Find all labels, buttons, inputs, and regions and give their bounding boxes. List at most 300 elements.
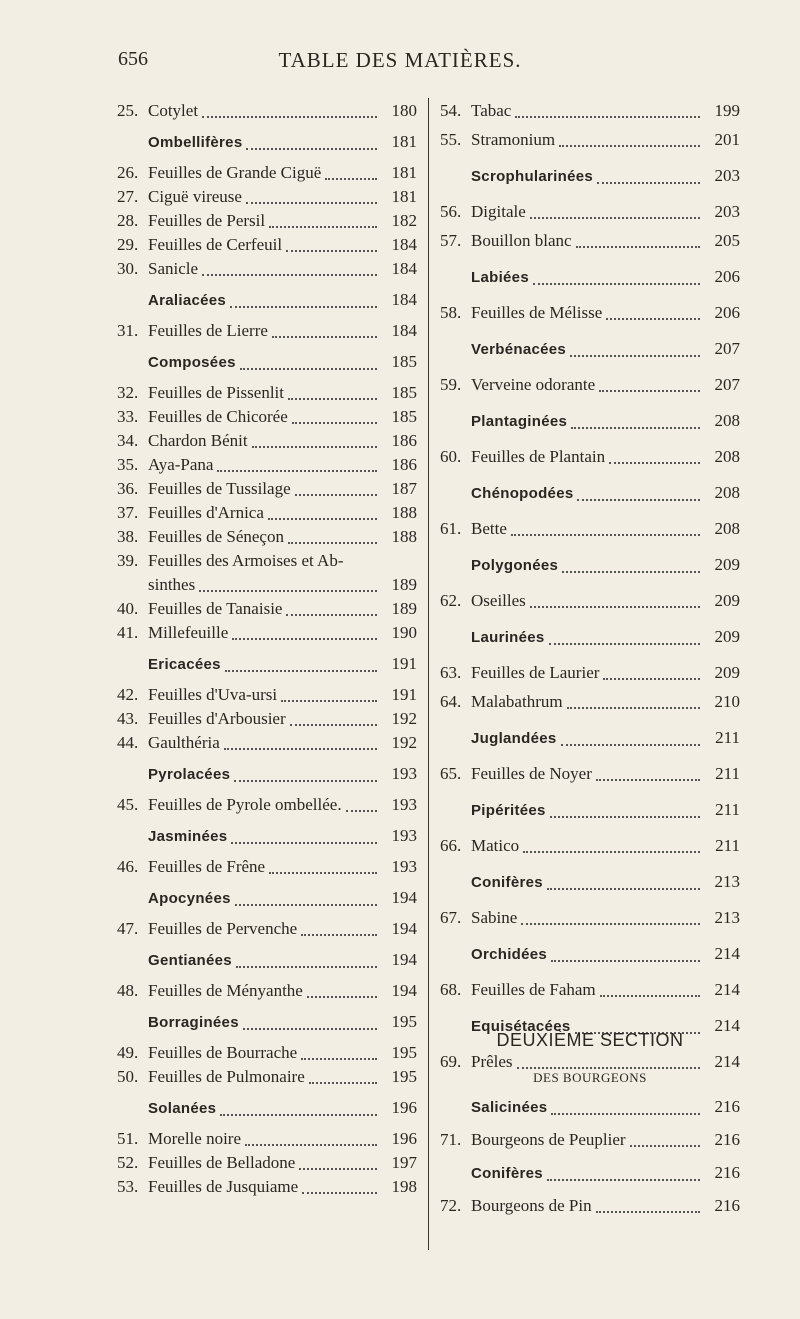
entry-number: 27. [117, 187, 139, 206]
dot-leader [600, 995, 700, 997]
entry-number: 60. [440, 447, 462, 466]
entry-page: 188 [391, 527, 417, 546]
toc-entry [440, 230, 740, 252]
entry-number: 46. [117, 857, 139, 876]
family-heading [440, 871, 740, 894]
dot-leader [609, 462, 700, 464]
dot-leader [220, 1114, 377, 1116]
entry-page: 180 [391, 101, 417, 120]
entry-page: 208 [714, 483, 740, 502]
entry-number: 57. [440, 231, 462, 250]
entry-page: 194 [391, 981, 417, 1000]
entry-title: Araliacées [148, 292, 227, 309]
family-heading [117, 949, 417, 972]
toc-entry [440, 835, 740, 857]
toc-entry [117, 622, 417, 644]
dot-leader [515, 116, 700, 118]
dot-leader [523, 851, 700, 853]
dot-leader [240, 368, 377, 370]
entry-number: 56. [440, 202, 462, 221]
entry-page: 196 [391, 1098, 417, 1117]
entry-title: Bette [471, 519, 507, 538]
entry-title: Feuilles de Chicorée [148, 407, 288, 426]
entry-title: Millefeuille [148, 623, 229, 642]
family-heading [440, 1096, 740, 1119]
toc-entry [117, 574, 417, 596]
dot-leader [571, 427, 700, 429]
family-heading [117, 1097, 417, 1120]
entry-title: Feuilles de Pissenlit [148, 383, 284, 402]
dot-leader [533, 283, 700, 285]
dot-leader [511, 534, 700, 536]
entry-page: 197 [391, 1153, 417, 1172]
entry-page: 193 [391, 826, 417, 845]
toc-entry [117, 684, 417, 706]
dot-leader [561, 744, 700, 746]
entry-title: Aya-Pana [148, 455, 214, 474]
entry-title: Feuilles d'Arnica [148, 503, 264, 522]
entry-title: Feuilles de Ményanthe [148, 981, 303, 1000]
toc-entry [117, 186, 417, 208]
dot-leader [268, 518, 377, 520]
entry-page: 196 [391, 1129, 417, 1148]
entry-title: Sanicle [148, 259, 199, 278]
entry-title: Bourgeons de Pin [471, 1196, 592, 1215]
dot-leader [243, 1028, 377, 1030]
toc-entry [117, 794, 417, 816]
entry-number: 38. [117, 527, 139, 546]
entry-number: 52. [117, 1153, 139, 1172]
entry-number: 28. [117, 211, 139, 230]
toc-entry [117, 708, 417, 730]
entry-page: 211 [715, 764, 740, 783]
entry-title: Prêles [471, 1052, 513, 1071]
entry-number: 72. [440, 1196, 462, 1215]
entry-page: 186 [391, 455, 417, 474]
entry-number: 69. [440, 1052, 462, 1071]
toc-entry [117, 406, 417, 428]
entry-page: 216 [714, 1163, 740, 1182]
entry-title: Chénopodées [471, 485, 574, 502]
dot-leader [307, 996, 377, 998]
dot-leader [202, 116, 377, 118]
entry-number: 37. [117, 503, 139, 522]
entry-title: Equisétacées [471, 1018, 571, 1035]
entry-title: Ciguë vireuse [148, 187, 242, 206]
family-heading [117, 131, 417, 154]
entry-number: 32. [117, 383, 139, 402]
entry-number: 49. [117, 1043, 139, 1062]
entry-title: Feuilles de Pervenche [148, 919, 298, 938]
family-heading [440, 1162, 740, 1185]
dot-leader [559, 145, 700, 147]
entry-title: Conifères [471, 874, 543, 891]
entry-page: 181 [391, 163, 417, 182]
entry-page: 189 [391, 599, 417, 618]
dot-leader [549, 643, 700, 645]
entry-page: 203 [714, 166, 740, 185]
entry-title: Verveine odorante [471, 375, 596, 394]
entry-number: 41. [117, 623, 139, 642]
dot-leader [309, 1082, 377, 1084]
entry-number: 68. [440, 980, 462, 999]
dot-leader [292, 422, 377, 424]
dot-leader [562, 571, 700, 573]
toc-entry [117, 162, 417, 184]
dot-leader [567, 707, 700, 709]
entry-title: Laurinées [471, 629, 545, 646]
toc-entry [117, 598, 417, 620]
entry-page: 184 [391, 290, 417, 309]
toc-entry [117, 100, 417, 122]
entry-page: 191 [391, 685, 417, 704]
entry-page: 211 [715, 836, 740, 855]
dot-leader [288, 542, 377, 544]
entry-title: Pyrolacées [148, 766, 231, 783]
entry-title: sinthes [148, 575, 196, 594]
entry-page: 214 [714, 980, 740, 999]
entry-page: 186 [391, 431, 417, 450]
entry-page: 193 [391, 764, 417, 783]
family-heading [117, 825, 417, 848]
entry-number: 35. [117, 455, 139, 474]
entry-title: Gentianées [148, 952, 232, 969]
dot-leader [225, 670, 377, 672]
dot-leader [302, 1192, 377, 1194]
entry-title: Feuilles de Faham [471, 980, 596, 999]
entry-page: 216 [714, 1097, 740, 1116]
dot-leader [199, 590, 377, 592]
dot-leader [630, 1145, 700, 1147]
entry-page: 210 [714, 692, 740, 711]
entry-page: 216 [714, 1196, 740, 1215]
entry-title: Stramonium [471, 130, 556, 149]
toc-entry [440, 1129, 740, 1151]
entry-title: Salicinées [471, 1099, 548, 1116]
entry-title: Tabac [471, 101, 512, 120]
entry-page: 184 [391, 259, 417, 278]
toc-entry [117, 502, 417, 524]
entry-number: 29. [117, 235, 139, 254]
entry-title: Feuilles de Bourrache [148, 1043, 298, 1062]
family-heading [117, 763, 417, 786]
entry-page: 211 [715, 728, 740, 747]
entry-number: 67. [440, 908, 462, 927]
dot-leader [202, 274, 377, 276]
entry-number: 53. [117, 1177, 139, 1196]
dot-leader [606, 318, 700, 320]
entry-page: 184 [391, 321, 417, 340]
toc-entry [117, 918, 417, 940]
entry-title: Gaulthéria [148, 733, 220, 752]
entry-number: 30. [117, 259, 139, 278]
family-heading [440, 410, 740, 433]
entry-page: 201 [714, 130, 740, 149]
entry-page: 207 [714, 339, 740, 358]
entry-title: Feuilles des Armoises et Ab- [148, 551, 344, 570]
entry-number: 65. [440, 764, 462, 783]
entry-title: Feuilles de Tanaisie [148, 599, 283, 618]
entry-title: Ombellifères [148, 134, 243, 151]
toc-entry [117, 856, 417, 878]
toc-entry [440, 100, 740, 122]
entry-number: 26. [117, 163, 139, 182]
family-heading [117, 351, 417, 374]
running-title: TABLE DES MATIÈRES. [278, 48, 522, 72]
entry-title: Plantaginées [471, 413, 568, 430]
entry-title: Feuilles de Noyer [471, 764, 592, 783]
dot-leader [299, 1168, 377, 1170]
entry-page: 209 [714, 627, 740, 646]
column-divider [428, 98, 429, 1250]
entry-page: 181 [391, 132, 417, 151]
entry-page: 182 [391, 211, 417, 230]
entry-number: 71. [440, 1130, 462, 1149]
entry-title: Feuilles de Lierre [148, 321, 268, 340]
entry-number: 33. [117, 407, 139, 426]
entry-title: Feuilles de Frêne [148, 857, 266, 876]
toc-entry [440, 1195, 740, 1217]
entry-title: Sabine [471, 908, 518, 927]
entry-title: Chardon Bénit [148, 431, 248, 450]
entry-title: Feuilles d'Uva-ursi [148, 685, 278, 704]
family-heading [440, 266, 740, 289]
dot-leader [288, 398, 377, 400]
entry-title: Feuilles de Pulmonaire [148, 1067, 305, 1086]
entry-title: Feuilles de Belladone [148, 1153, 296, 1172]
entry-page: 209 [714, 591, 740, 610]
entry-page: 199 [714, 101, 740, 120]
entry-number: 36. [117, 479, 139, 498]
entry-number: 59. [440, 375, 462, 394]
entry-title: Feuilles de Tussilage [148, 479, 291, 498]
toc-entry [117, 382, 417, 404]
entry-page: 203 [714, 202, 740, 221]
toc-entry [117, 1176, 417, 1198]
toc-entry [117, 1066, 417, 1088]
toc-entry [440, 590, 740, 612]
entry-page: 216 [714, 1130, 740, 1149]
dot-leader [252, 446, 377, 448]
entry-title: Labiées [471, 269, 529, 286]
dot-leader [547, 888, 700, 890]
entry-title: Solanées [148, 1100, 217, 1117]
family-heading [440, 943, 740, 966]
toc-entry [440, 907, 740, 929]
dot-leader [231, 842, 377, 844]
entry-title: Orchidées [471, 946, 548, 963]
entry-title: Bourgeons de Peuplier [471, 1130, 626, 1149]
dot-leader [603, 678, 700, 680]
dot-leader [550, 816, 700, 818]
entry-title: Feuilles de Persil [148, 211, 266, 230]
entry-number: 54. [440, 101, 462, 120]
entry-number: 45. [117, 795, 139, 814]
section-subtitle: DES BOURGEONS [533, 1070, 647, 1085]
toc-entry [117, 526, 417, 548]
entry-number: 64. [440, 692, 462, 711]
dot-leader [530, 217, 700, 219]
dot-leader [272, 336, 377, 338]
entry-title: Conifères [471, 1165, 543, 1182]
entry-title: Jasminées [148, 828, 228, 845]
dot-leader [232, 638, 377, 640]
toc-entry [440, 691, 740, 713]
entry-page: 208 [714, 519, 740, 538]
entry-title: Digitale [471, 202, 526, 221]
toc-entry [440, 518, 740, 540]
family-heading [440, 626, 740, 649]
dot-leader [577, 499, 700, 501]
dot-leader [286, 614, 377, 616]
entry-page: 194 [391, 919, 417, 938]
toc-entry [117, 550, 417, 572]
entry-title: Feuilles de Grande Ciguë [148, 163, 322, 182]
dot-leader [325, 178, 377, 180]
toc-entry [117, 210, 417, 232]
entry-title: Composées [148, 354, 236, 371]
dot-leader [596, 779, 700, 781]
dot-leader [269, 872, 377, 874]
entry-page: 188 [391, 503, 417, 522]
entry-title: Malabathrum [471, 692, 563, 711]
dot-leader [217, 470, 377, 472]
entry-page: 184 [391, 235, 417, 254]
entry-number: 55. [440, 130, 462, 149]
entry-page: 193 [391, 795, 417, 814]
entry-title: Borraginées [148, 1014, 239, 1031]
toc-entry [440, 763, 740, 785]
entry-page: 209 [714, 555, 740, 574]
entry-title: Oseilles [471, 591, 526, 610]
toc-entry [117, 320, 417, 342]
toc-entry [117, 258, 417, 280]
dot-leader [269, 226, 377, 228]
toc-entry [440, 302, 740, 324]
entry-page: 187 [391, 479, 417, 498]
entry-title: Feuilles de Séneçon [148, 527, 284, 546]
toc-entry [117, 430, 417, 452]
entry-number: 34. [117, 431, 139, 450]
toc-entry [440, 201, 740, 223]
entry-page: 181 [391, 187, 417, 206]
entry-page: 206 [714, 303, 740, 322]
toc-entry [117, 478, 417, 500]
entry-title: Feuilles de Plantain [471, 447, 606, 466]
dot-leader [551, 960, 700, 962]
dot-leader [224, 748, 377, 750]
entry-title: Feuilles de Laurier [471, 663, 600, 682]
entry-number: 31. [117, 321, 139, 340]
dot-leader [235, 904, 377, 906]
entry-page: 185 [391, 352, 417, 371]
dot-leader [596, 1211, 700, 1213]
family-heading [117, 289, 417, 312]
entry-title: Polygonées [471, 557, 559, 574]
page-number: 656 [118, 48, 148, 70]
toc-entry [117, 732, 417, 754]
entry-number: 62. [440, 591, 462, 610]
entry-page: 193 [391, 857, 417, 876]
toc-entry [440, 446, 740, 468]
toc-entry [440, 374, 740, 396]
toc-entry [117, 980, 417, 1002]
toc-entry [117, 234, 417, 256]
family-heading [440, 482, 740, 505]
entry-page: 190 [391, 623, 417, 642]
family-heading [440, 338, 740, 361]
dot-leader [346, 810, 377, 812]
entry-number: 61. [440, 519, 462, 538]
entry-page: 195 [391, 1012, 417, 1031]
entry-number: 43. [117, 709, 139, 728]
entry-page: 213 [714, 908, 740, 927]
toc-entry [440, 979, 740, 1001]
family-heading [117, 887, 417, 910]
family-heading [440, 165, 740, 188]
entry-number: 40. [117, 599, 139, 618]
entry-page: 195 [391, 1067, 417, 1086]
toc-entry [117, 1128, 417, 1150]
dot-leader [245, 1144, 377, 1146]
entry-title: Feuilles de Pyrole ombellée. [148, 795, 342, 814]
entry-page: 198 [391, 1177, 417, 1196]
dot-leader [236, 966, 377, 968]
entry-number: 58. [440, 303, 462, 322]
entry-page: 189 [391, 575, 417, 594]
entry-title: Juglandées [471, 730, 557, 747]
dot-leader [281, 700, 377, 702]
family-heading [440, 799, 740, 822]
entry-page: 192 [391, 733, 417, 752]
entry-page: 213 [714, 872, 740, 891]
entry-number: 51. [117, 1129, 139, 1148]
dot-leader [521, 923, 700, 925]
entry-title: Matico [471, 836, 520, 855]
entry-title: Feuilles de Mélisse [471, 303, 603, 322]
entry-title: Scrophularinées [471, 168, 594, 185]
entry-number: 48. [117, 981, 139, 1000]
entry-number: 44. [117, 733, 139, 752]
family-heading [117, 1011, 417, 1034]
entry-page: 208 [714, 411, 740, 430]
dot-leader [597, 182, 700, 184]
entry-number: 25. [117, 101, 139, 120]
entry-title: Apocynées [148, 890, 231, 907]
entry-page: 211 [715, 800, 740, 819]
entry-number: 47. [117, 919, 139, 938]
entry-page: 192 [391, 709, 417, 728]
entry-number: 66. [440, 836, 462, 855]
dot-leader [230, 306, 377, 308]
entry-page: 207 [714, 375, 740, 394]
dot-leader [234, 780, 377, 782]
dot-leader [547, 1179, 700, 1181]
entry-page: 194 [391, 888, 417, 907]
family-heading [440, 554, 740, 577]
entry-number: 63. [440, 663, 462, 682]
dot-leader [576, 246, 700, 248]
entry-page: 214 [714, 944, 740, 963]
entry-number: 39. [117, 551, 139, 570]
entry-title: Ericacées [148, 656, 221, 673]
entry-page: 208 [714, 447, 740, 466]
toc-entry [117, 1152, 417, 1174]
entry-title: Bouillon blanc [471, 231, 572, 250]
dot-leader [301, 1058, 377, 1060]
dot-leader [530, 606, 700, 608]
entry-page: 194 [391, 950, 417, 969]
